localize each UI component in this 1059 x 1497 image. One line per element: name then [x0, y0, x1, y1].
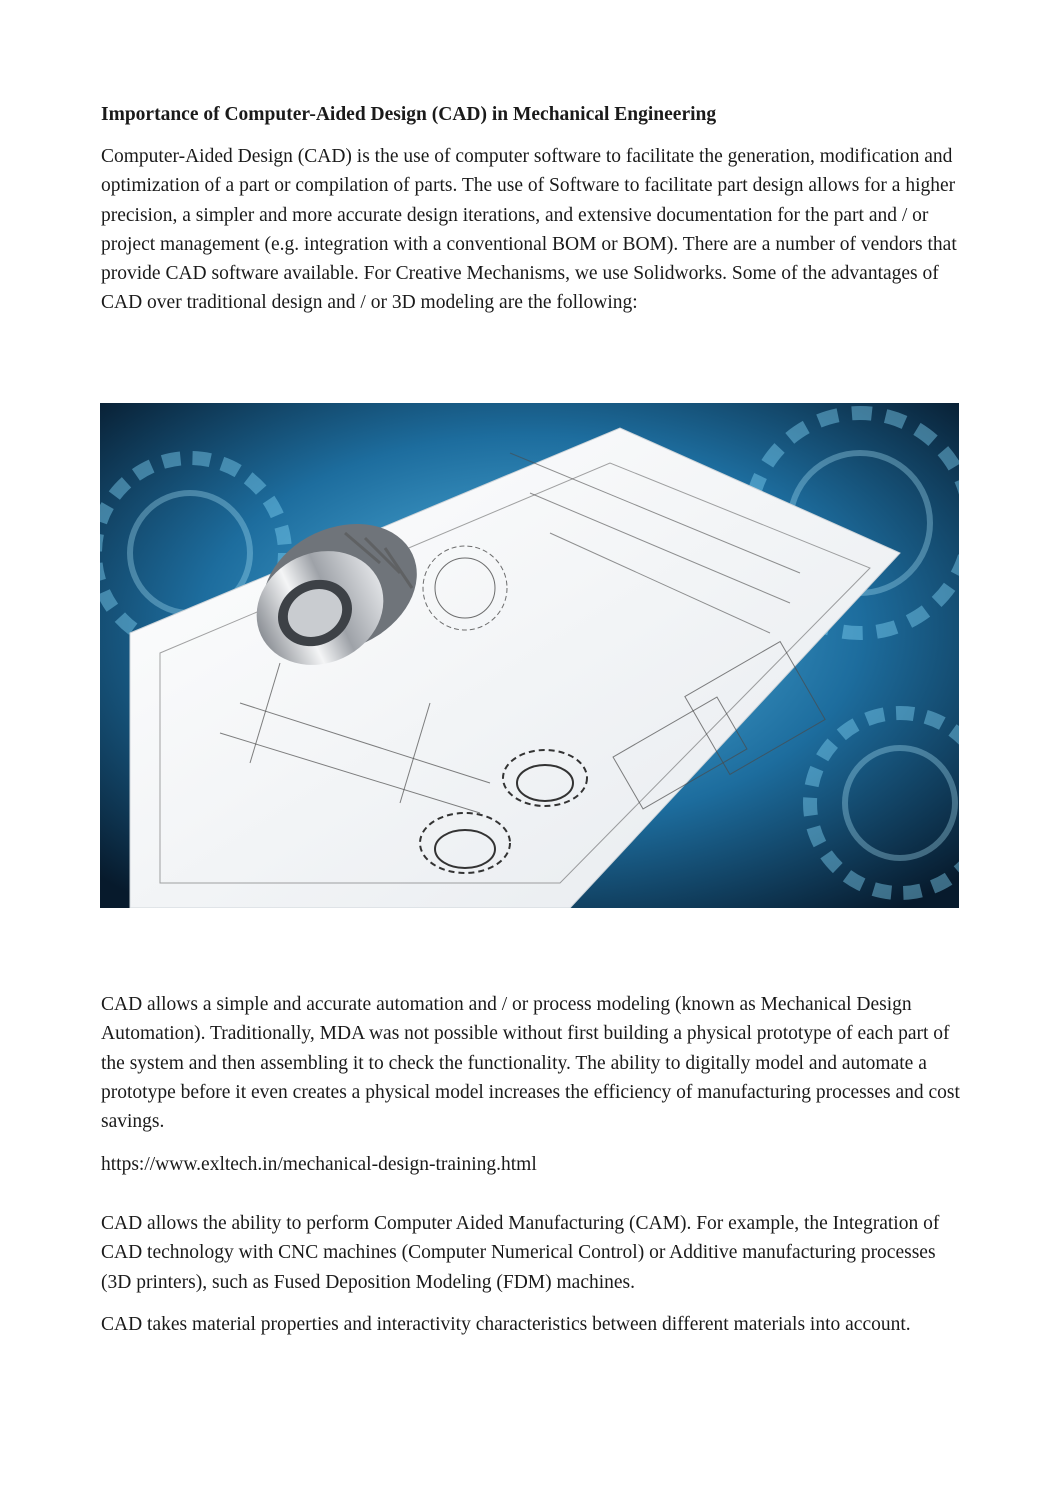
cam-paragraph: CAD allows the ability to perform Computer Aided Manufacturing (CAM). For example, the Integration of CAD technology with CNC machines (Computer Numerical Control) or Additive manufacturing processes (3D printers), such as Fused Deposition Modeling (FDM) machines.: [101, 1213, 940, 1293]
source-link[interactable]: https://www.exltech.in/mechanical-design-training.html: [101, 1154, 537, 1175]
intro-paragraph: Computer-Aided Design (CAD) is the use of computer software to facilitate the generation, modification and optimization of a part or compilation of parts. The use of Software to facilitate part design allows for a higher precision, a simpler and more accurate design iterations, and extensive documentation for the part and / or project management (e.g. integration with a conventional BOM or BOM). There are a number of vendors that provide CAD software available. For Creative Mechanisms, we use Solidworks. Some of the advantages of CAD over traditional design and / or 3D modeling are the following:: [101, 146, 957, 314]
document-title: Importance of Computer-Aided Design (CAD) in Mechanical Engineering: [101, 104, 717, 125]
cad-illustration-svg: [100, 403, 959, 908]
automation-paragraph: CAD allows a simple and accurate automation and / or process modeling (known as Mechanical Design Automation). Traditionally, MDA was not possible without first building a physical prototype of each part of the system and then assembling it to check the functionality. The ability to digitally model and automate a prototype before it even creates a physical model increases the efficiency of manufacturing processes and cost savings.: [101, 994, 960, 1133]
materials-paragraph: CAD takes material properties and interactivity characteristics between different materials into account.: [101, 1314, 911, 1335]
cad-illustration: [100, 403, 959, 908]
